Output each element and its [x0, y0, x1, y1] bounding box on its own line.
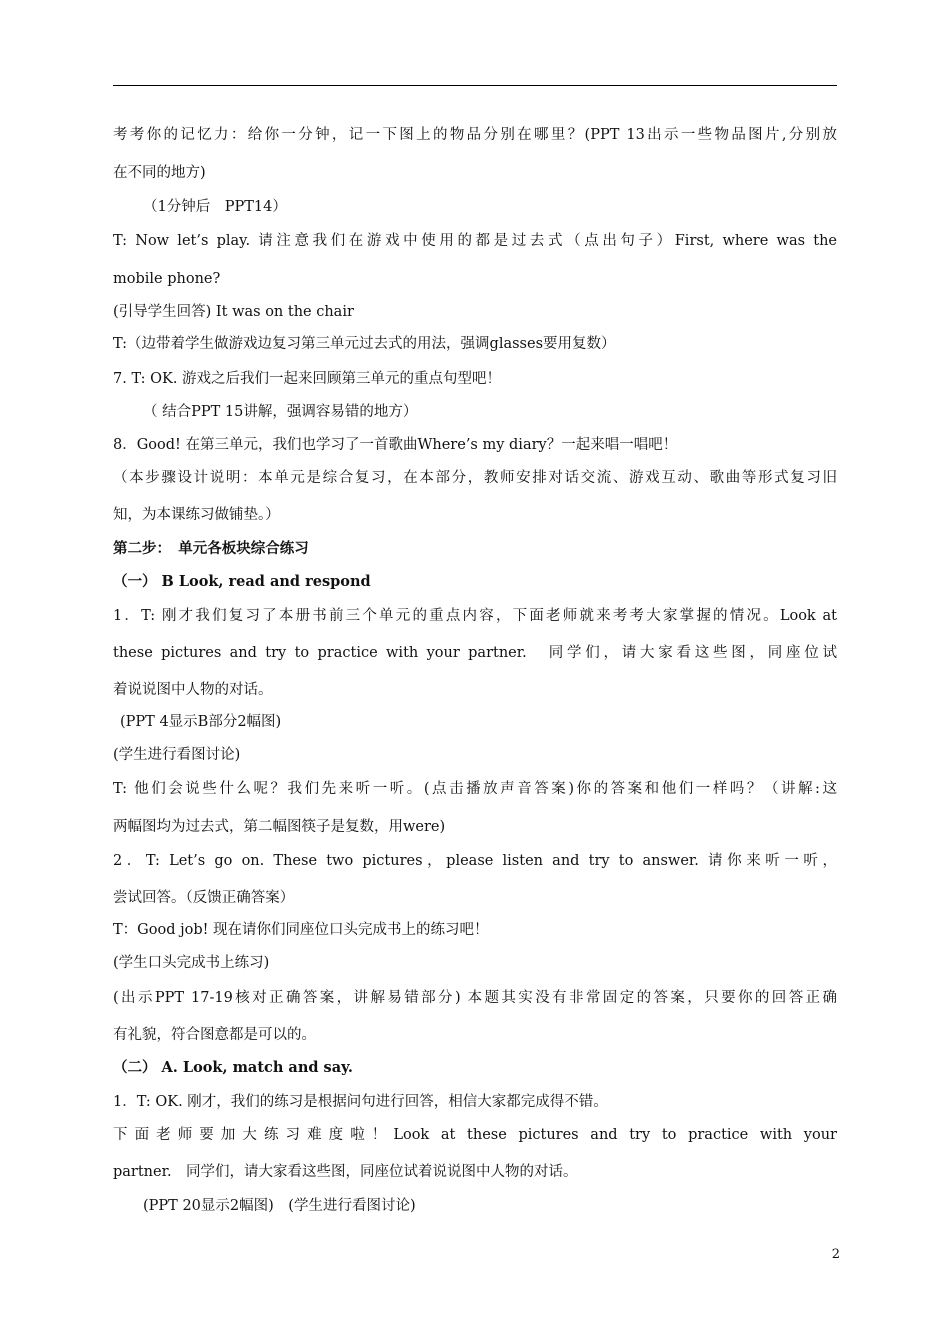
text-line: （本步骤设计说明：本单元是综合复习，在本部分，教师安排对话交流、游戏互动、歌曲等形式复习旧 [113, 470, 837, 486]
text-line: 尝试回答。（反馈正确答案） [113, 890, 295, 906]
text-line: (出示PPT 17-19核对正确答案，讲解易错部分) 本题其实没有非常固定的答案，只要你的回答正确 [113, 990, 837, 1006]
text-line: 1．T: OK. 刚才，我们的练习是根据问句进行回答，相信大家都完成得不错。 [113, 1094, 608, 1110]
text-line: (学生口头完成书上练习) [113, 955, 270, 971]
text-line: (引导学生回答) It was on the chair [113, 304, 354, 320]
page-number: 2 [831, 1247, 840, 1262]
text-line: 1．T: 刚才我们复习了本册书前三个单元的重点内容，下面老师就来考考大家掌握的情况。Look at [113, 608, 837, 624]
text-line: these pictures and try to practice with your partner. 同学们，请大家看这些图，同座位试 [113, 645, 837, 661]
text-line: (PPT 4显示B部分2幅图) [120, 714, 282, 730]
text-line: 着说说图中人物的对话。 [113, 682, 273, 698]
text-line: T：Good job! 现在请你们同座位口头完成书上的练习吧！ [113, 922, 489, 938]
subsection-heading: （二） A. Look, match and say. [113, 1059, 353, 1076]
subsection-heading: （一） B Look, read and respond [113, 573, 371, 590]
text-line: 有礼貌，符合图意都是可以的。 [113, 1027, 316, 1043]
text-line: (学生进行看图讨论) [113, 747, 241, 763]
text-line: 下面老师要加大练习难度啦！Look at these pictures and try to practice with your [113, 1127, 837, 1143]
text-line: 2．T: Let’s go on. These two pictures，please listen and try to answer. 请你来听一听， [113, 853, 837, 869]
text-line: (PPT 20显示2幅图) (学生进行看图讨论) [143, 1198, 416, 1214]
text-line: T: Now let’s play. 请注意我们在游戏中使用的都是过去式（点出句子）First, where was the [113, 233, 837, 249]
text-line: 两幅图均为过去式，第二幅图筷子是复数，用were) [113, 819, 446, 835]
text-line: T:（边带着学生做游戏边复习第三单元过去式的用法，强调glasses要用复数） [113, 336, 616, 352]
text-line: 8．Good! 在第三单元，我们也学习了一首歌曲Where’s my diary？一起来唱一唱吧！ [113, 437, 678, 453]
section-heading: 第二步： 单元各板块综合练习 [113, 540, 309, 557]
text-line: （1分钟后 PPT14） [143, 199, 287, 215]
text-line: （ 结合PPT 15讲解，强调容易错的地方） [143, 404, 418, 420]
text-line: partner. 同学们，请大家看这些图，同座位试着说说图中人物的对话。 [113, 1164, 578, 1180]
text-line: 知，为本课练习做铺垫。） [113, 507, 280, 523]
text-line: 考考你的记忆力：给你一分钟，记一下图上的物品分别在哪里？(PPT 13出示一些物品图片,分别放 [113, 127, 837, 143]
header-rule [113, 85, 837, 86]
text-line: 7. T: OK. 游戏之后我们一起来回顾第三单元的重点句型吧！ [113, 371, 502, 387]
text-line: T: 他们会说些什么呢？我们先来听一听。(点击播放声音答案)你的答案和他们一样吗？（讲解:这 [113, 781, 837, 797]
text-line: 在不同的地方) [113, 165, 206, 181]
text-line: mobile phone? [113, 271, 221, 287]
